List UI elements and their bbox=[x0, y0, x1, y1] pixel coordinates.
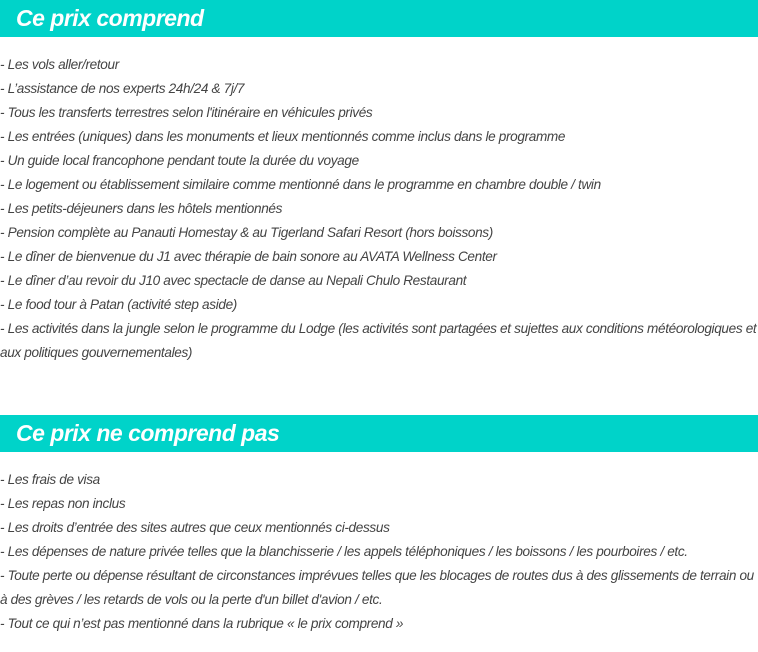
list-item: - Le dîner de bienvenue du J1 avec thérapie de bain sonore au AVATA Wellness Center bbox=[0, 249, 497, 264]
list-item: - Les vols aller/retour bbox=[0, 57, 119, 72]
list-item: - Tout ce qui n’est pas mentionné dans la rubrique « le prix comprend » bbox=[0, 616, 404, 631]
excluded-header bbox=[0, 415, 758, 452]
list-item: - Les activités dans la jungle selon le programme du Lodge (les activités sont partagées et sujettes aux conditions météorologiques et aux politiques gouvernementales) bbox=[0, 321, 757, 360]
list-item: - Les dépenses de nature privée telles que la blanchisserie / les appels téléphoniques / les boissons / les pourboires / etc. bbox=[0, 544, 688, 559]
list-item: - Les droits d’entrée des sites autres que ceux mentionnés ci-dessus bbox=[0, 520, 390, 535]
included-list bbox=[0, 37, 758, 365]
included-title: Ce prix comprend bbox=[16, 5, 204, 31]
list-item: - Un guide local francophone pendant toute la durée du voyage bbox=[0, 153, 359, 168]
list-item: - L’assistance de nos experts 24h/24 & 7j/7 bbox=[0, 81, 245, 96]
list-item: - Les petits-déjeuners dans les hôtels mentionnés bbox=[0, 201, 283, 216]
list-item: - Les entrées (uniques) dans les monuments et lieux mentionnés comme inclus dans le programme bbox=[0, 129, 566, 144]
list-item: - Les frais de visa bbox=[0, 472, 100, 487]
list-item: - Le food tour à Patan (activité step aside) bbox=[0, 297, 237, 312]
excluded-section bbox=[0, 415, 758, 636]
included-header bbox=[0, 0, 758, 37]
list-item: - Toute perte ou dépense résultant de circonstances imprévues telles que les blocages de routes dus à des glissements de terrain ou à des grèves / les retards de vols ou la perte d'un billet d'avion / etc. bbox=[0, 568, 754, 607]
list-item: - Les repas non inclus bbox=[0, 496, 126, 511]
excluded-list bbox=[0, 452, 758, 636]
list-item: - Le dîner d’au revoir du J10 avec spectacle de danse au Nepali Chulo Restaurant bbox=[0, 273, 467, 288]
list-item: - Pension complète au Panauti Homestay & au Tigerland Safari Resort (hors boissons) bbox=[0, 225, 493, 240]
list-item: - Tous les transferts terrestres selon l'itinéraire en véhicules privés bbox=[0, 105, 373, 120]
excluded-title: Ce prix ne comprend pas bbox=[16, 420, 280, 446]
list-item: - Le logement ou établissement similaire comme mentionné dans le programme en chambre double / twin bbox=[0, 177, 601, 192]
